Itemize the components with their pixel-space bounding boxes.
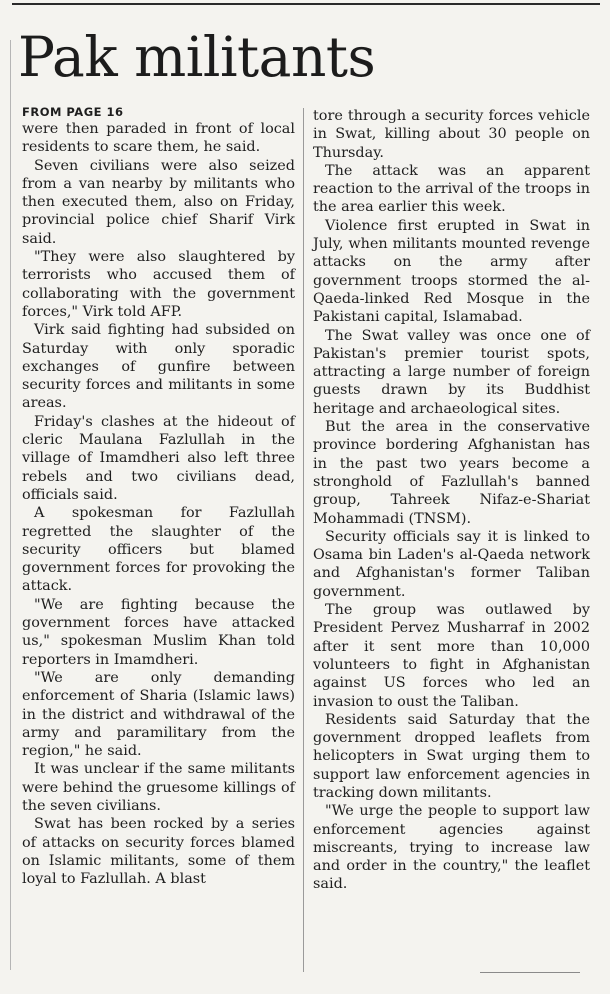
paragraph: Friday's clashes at the hideout of cleric Maulana Fazlullah in the village of Imamdheri also left three rebels and two civilians dead, officials said. xyxy=(22,413,295,503)
jump-label: FROM PAGE 16 xyxy=(22,105,124,119)
paragraph: The attack was an apparent reaction to the arrival of the troops in the area earlier this week. xyxy=(313,162,590,216)
paragraph: Security officials say it is linked to Osama bin Laden's al-Qaeda network and Afghanistan's former Taliban government. xyxy=(313,528,590,600)
paragraph: Violence first erupted in Swat in July, when militants mounted revenge attacks on the army after government troops stormed the al-Qaeda-linked Red Mosque in the Pakistani capital, Islamabad. xyxy=(313,217,590,326)
paragraph: The group was outlawed by President Pervez Musharraf in 2002 after it sent more than 10,000 volunteers to fight in Afghanistan against US forces who led an invasion to oust the Taliban. xyxy=(313,602,590,710)
top-rule xyxy=(12,3,600,5)
headline: Pak militants xyxy=(18,25,376,89)
paragraph: were then paraded in front of local residents to scare them, he said. xyxy=(22,121,295,156)
left-column xyxy=(22,104,295,888)
end-rule xyxy=(480,972,580,973)
paragraph: tore through a security forces vehicle in Swat, killing about 30 people on Thursday. xyxy=(313,108,590,161)
paragraph: Seven civilians were also seized from a van nearby by militants who then executed them, also on Friday, provincial police chief Sharif Virk said. xyxy=(22,157,295,247)
left-margin-rule xyxy=(10,40,11,970)
paragraph: "We are fighting because the government forces have attacked us," spokesman Muslim Khan told reporters in Imamdheri. xyxy=(22,596,295,668)
paragraph: The Swat valley was once one of Pakistan's premier tourist spots, attracting a large number of foreign guests drawn by its Buddhist heritage and archaeological sites. xyxy=(313,327,590,417)
paragraph: Residents said Saturday that the government dropped leaflets from helicopters in Swat urging them to support law enforcement agencies in tracking down militants. xyxy=(313,711,590,801)
paragraph: Virk said fighting had subsided on Saturday with only sporadic exchanges of gunfire between security forces and militants in some areas. xyxy=(22,322,295,412)
paragraph: A spokesman for Fazlullah regretted the slaughter of the security officers but blamed government forces for provoking the attack. xyxy=(22,505,295,595)
paragraph: "We are only demanding enforcement of Sharia (Islamic laws) in the district and withdrawal of the army and paramilitary from the region," he said. xyxy=(22,669,295,760)
column-divider xyxy=(303,108,304,972)
paragraph: But the area in the conservative province bordering Afghanistan has in the past two years become a stronghold of Fazlullah's banned group, Tahreek Nifaz-e-Shariat Mohammadi (TNSM). xyxy=(313,419,590,527)
paragraph: "They were also slaughtered by terrorists who accused them of collaborating with the government forces," Virk told AFP. xyxy=(22,249,295,320)
right-column xyxy=(313,107,590,894)
paragraph: "We urge the people to support law enforcement agencies against miscreants, trying to increase law and order in the country," the leaflet said. xyxy=(313,803,590,893)
paragraph: It was unclear if the same militants were behind the gruesome killings of the seven civilians. xyxy=(22,761,295,814)
paragraph: Swat has been rocked by a series of attacks on security forces blamed on Islamic militants, some of them loyal to Fazlullah. A blast xyxy=(22,816,295,888)
